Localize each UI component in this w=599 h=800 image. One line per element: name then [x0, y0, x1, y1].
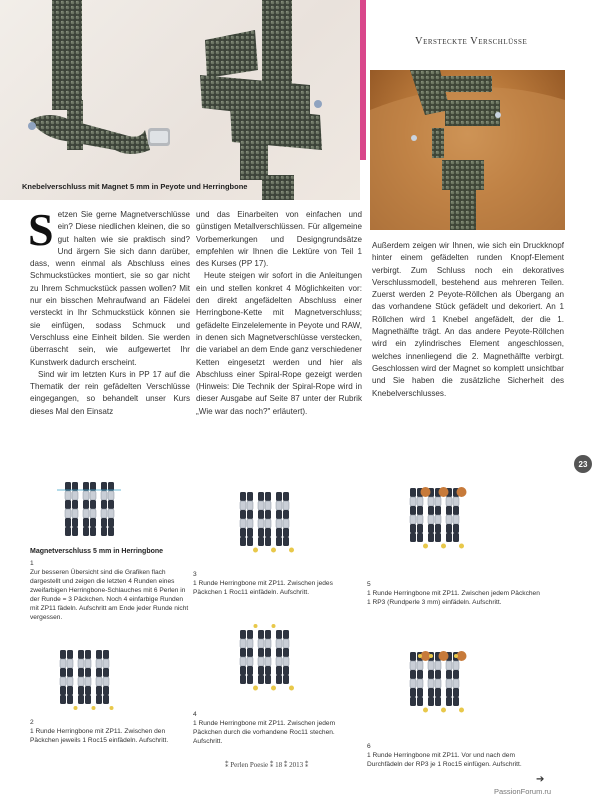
step-6: [367, 742, 542, 769]
page-number: 23: [574, 455, 592, 473]
step-text: 1 Runde Herringbone mit ZP11. Zwischen jedem Päckchen durch die vorhandene Roc11 stechen. Aufschritt.: [193, 720, 336, 745]
article-paragraph: Sind wir im letzten Kurs in PP 17 auf die Thematik der rein gefädelten Verschlüsse eingegangen, so behandelt unser Kurs dieses Mal den Einsatz: [30, 369, 190, 416]
step-text: 1 Runde Herringbone mit ZP11. Zwischen den Päckchen jeweils 1 Roc15 einfädeln. Aufschritt.: [30, 728, 169, 744]
step-number: 6: [367, 743, 371, 750]
article-paragraph: Heute steigen wir sofort in die Anleitungen ein und stellen konkret 4 Möglichkeiten vor: den direkt angefädelten Abschluss einer Herringbone-Kette mit Magnetverschluss; gefädelte Einzelelemente in Peyote und RAW, in denen sich Magnetverschlüsse verstecken, die variabel an dem Ende ganz verschiedener Ketten eingesetzt werden und hier als Abschluss einer Spiral-Rope gezeigt werden (Hinweis: Die Technik der Spiral-Rope wird in dieser Ausgabe auf Seite 87 unter der Rubrik „Wie war das noch?" erläutert).: [196, 271, 362, 416]
step-text: 1 Runde Herringbone mit ZP11. Zwischen jedem Päckchen 1 RP3 (Rundperle 3 mm) einfädeln. Aufschritt.: [367, 590, 540, 606]
steps-section-title: Magnetverschluss 5 mm in Herringbone: [30, 548, 164, 555]
step-text: 1 Runde Herringbone mit ZP11. Vor und nach dem Durchfädeln der RP3 je 1 Roc15 einfügen. Aufschritt.: [367, 752, 522, 768]
diagram-1: [57, 482, 121, 536]
article-column-2: [196, 209, 362, 418]
step-text: 1 Runde Herringbone mit ZP11. Zwischen jedes Päckchen 1 Roc11 einfädeln. Aufschritt.: [193, 580, 333, 596]
accent-bar: [360, 0, 366, 160]
top-photo-caption: Knebelverschluss mit Magnet 5 mm in Peyote und Herringbone: [22, 182, 248, 191]
step-4: [193, 710, 361, 746]
next-page-arrow-icon: ➔: [536, 774, 545, 785]
diagram-4: [240, 624, 294, 691]
bead-toggle-bar: [30, 115, 150, 154]
step-2: [30, 718, 190, 745]
watermark: PassionForum.ru: [494, 787, 552, 796]
step-number: 2: [30, 719, 34, 726]
bracelet-photo: [370, 70, 565, 230]
step-number: 1: [30, 560, 34, 567]
diagram-5: [410, 487, 467, 549]
article-paragraph: und das Einarbeiten von einfachen und günstigen Metallverschlüssen. Für allgemeine Vorbemerkungen und Designgrundsätze empfehlen wir Ihnen die Lektüre von Teil 1 des Kurses (PP 17).: [196, 210, 362, 269]
beaded-clasp-illustration: [0, 0, 360, 200]
bead-rope-right: [262, 0, 292, 85]
diagram-3: [240, 492, 294, 553]
article-paragraph: Außerdem zeigen wir Ihnen, wie sich ein Druckknopf hinter einem gefädelten runden Knopf-Element verbirgt. Zum Schluss noch ein dekoratives Verschlussmodell, bestehend aus mehreren Teilen. Zuerst werden 2 Peyote-Röllchen als Übergang an das vorhandene Stück gefädelt und dekoriert. An 1 Röllchen wird 1 Knebel angefädelt, der die 1. Magnethälfte trägt. An das andere Peyote-Röllchen wird ein zylindrisches Element angeschlossen, welches innenliegend die 2. Magnethälfte verbirgt. Geschlossen wird der Magnet so komplett unsichtbar und Sie haben die zusätzliche Sicherheit des Knebelverschlusses.: [372, 241, 564, 398]
step-3: [193, 570, 361, 597]
top-photo: [0, 0, 360, 200]
bracelet-illustration: [370, 70, 565, 230]
step-5: [367, 580, 542, 607]
page-footer: ⁑ Perlen Poesie ⁑ 18 ⁑ 2013 ⁑: [225, 761, 309, 769]
step-number: 3: [193, 571, 197, 578]
article-column-3: [372, 240, 564, 400]
step-number: 5: [367, 581, 371, 588]
step-text: Zur besseren Übersicht sind die Grafiken flach dargestellt und zeigen die letzten 4 Runden eines zweifarbigen Herringbone-Schlauches mit 6 Perlen in der Runde = 3 Päckchen. Noch 4 einfarbige Runden mit ZP11 fädeln. Aufschritt am Ende jeder Runde nicht vergessen.: [30, 569, 189, 621]
diagram-2: [60, 650, 114, 710]
article-paragraph: etzen Sie gerne Magnetverschlüsse ein? Diese niedlichen kleinen, die so gut halten wie sie praktisch sind? Und ärgern Sie sich dann darüber, dass, wenn einmal als Abschluss eines Schmuckstückes montiert, sie so gar nicht zu Ihrem Schmuckstück passen wollen? Mit nur ein bisschen Mehraufwand an Fädelei versteckt in Ihr Schmuckstück können sie sie einfügen, sodass Schmuck und Verschluss eine Einheit bilden. Sie werden überrascht sein, wie aufgewertet Ihr Kunstwerk dadurch erscheint.: [30, 210, 190, 367]
diagram-6: [410, 651, 467, 713]
article-column-1: [28, 204, 190, 418]
step-number: 4: [193, 711, 197, 718]
step-1: [30, 559, 190, 622]
drop-cap: S: [28, 204, 54, 255]
bead-rope-left: [52, 0, 82, 110]
sidebar-title: Versteckte Verschlüsse: [415, 36, 528, 47]
